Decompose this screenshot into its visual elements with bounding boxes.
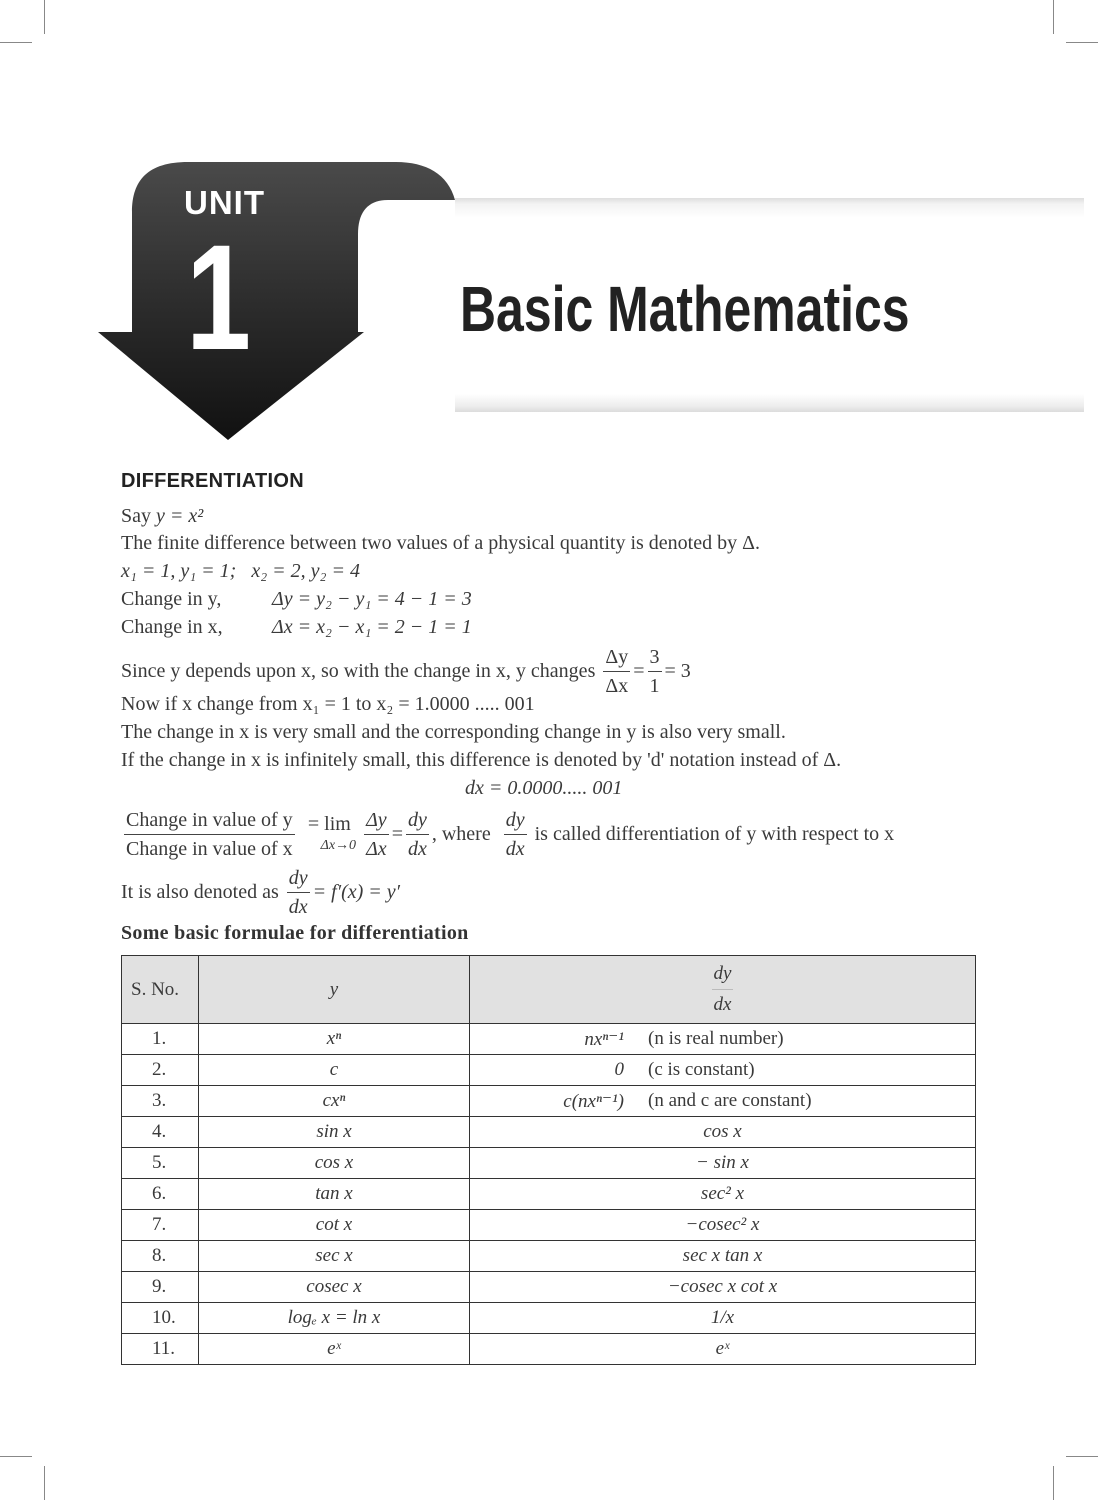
- header-dx: dx: [713, 994, 732, 1015]
- change-x-label: Change in x,: [121, 616, 223, 638]
- cell-sno: 11.: [122, 1334, 199, 1365]
- since-line: [121, 643, 691, 700]
- cell-y: tan x: [199, 1179, 470, 1210]
- where-dy-dx-fraction: [504, 806, 527, 863]
- cell-sno: 9.: [122, 1272, 199, 1303]
- table-row: [122, 1117, 976, 1148]
- table-row: [122, 1334, 976, 1365]
- cell-derivative: eˣ: [470, 1334, 976, 1365]
- denoted-dy: dy: [287, 864, 310, 893]
- table-row: [122, 1148, 976, 1179]
- denoted-fraction: [287, 864, 310, 921]
- cell-y: sec x: [199, 1241, 470, 1272]
- derivative-value: c(nxⁿ⁻¹): [563, 1090, 624, 1112]
- table-row: [122, 1241, 976, 1272]
- cell-derivative: [470, 1086, 976, 1117]
- formulae-heading: Some basic formulae for differentiation: [121, 922, 469, 944]
- denoted-dx: dx: [288, 896, 308, 918]
- denoted-line: [121, 864, 400, 921]
- def-dx: dx: [407, 838, 427, 860]
- ratio-fraction: [124, 806, 295, 863]
- since-result: = 3: [664, 660, 691, 682]
- ratio-den: Change in value of x: [126, 838, 293, 860]
- cell-derivative: −cosec x cot x: [470, 1272, 976, 1303]
- lim-label: = lim: [307, 812, 351, 835]
- since-frac1-den: Δx: [605, 675, 629, 697]
- lim-frac-num: Δy: [364, 806, 389, 835]
- crop-mark-tr-h: [1066, 42, 1098, 43]
- say-math: y = x²: [156, 505, 204, 527]
- unit-label: UNIT: [184, 184, 265, 221]
- cell-y: logₑ x = ln x: [199, 1303, 470, 1334]
- derivative-value: 0: [614, 1059, 624, 1080]
- derivative-note: (c is constant): [648, 1059, 755, 1080]
- lim-block: [303, 813, 356, 857]
- formulae-table: [121, 955, 976, 1365]
- cell-derivative: [470, 1055, 976, 1086]
- table-row: [122, 1179, 976, 1210]
- cell-sno: 5.: [122, 1148, 199, 1179]
- cell-y: eˣ: [199, 1334, 470, 1365]
- cell-derivative: [470, 1024, 976, 1055]
- table-row: [122, 1024, 976, 1055]
- header-dy: dy: [712, 959, 734, 990]
- def-dy: dy: [406, 806, 429, 835]
- crop-mark-br-v: [1053, 1466, 1054, 1500]
- derivative-wrap: [470, 1028, 975, 1051]
- cell-sno: 4.: [122, 1117, 199, 1148]
- cell-y: cos x: [199, 1148, 470, 1179]
- cell-y: xⁿ: [199, 1024, 470, 1055]
- change-y-math: Δy = y₂ − y₁ = 4 − 1 = 3: [272, 588, 472, 610]
- crop-mark-tl-v: [44, 0, 45, 34]
- values-line: x₁ = 1, y₁ = 1; x₂ = 2, y₂ = 4: [121, 560, 360, 582]
- lim-frac-den: Δx: [366, 838, 387, 860]
- infinite-change-line: If the change in x is infinitely small, this difference is denoted by 'd' notation instead of Δ.: [121, 749, 842, 771]
- cell-derivative: − sin x: [470, 1148, 976, 1179]
- small-change-line: The change in x is very small and the corresponding change in y is also very small.: [121, 721, 786, 743]
- now-line: Now if x change from x₁ = 1 to x₂ = 1.0000 ..... 001: [121, 693, 535, 715]
- cell-sno: 3.: [122, 1086, 199, 1117]
- say-line: [121, 505, 203, 528]
- cell-y: cot x: [199, 1210, 470, 1241]
- def-eq: =: [391, 823, 403, 845]
- def-dy-dx-fraction: [406, 806, 429, 863]
- change-y-label: Change in y,: [121, 588, 222, 610]
- crop-mark-bl-h: [0, 1456, 32, 1457]
- change-y-line: [121, 588, 472, 611]
- cell-sno: 2.: [122, 1055, 199, 1086]
- unit-arrow-icon: [96, 160, 466, 442]
- cell-sno: 8.: [122, 1241, 199, 1272]
- denoted-math: = f′(x) = y′: [312, 881, 401, 903]
- since-text: Since y depends upon x, so with the change in x, y changes: [121, 660, 596, 682]
- lim-subscript: Δx→0: [320, 837, 357, 853]
- table-header-row: [122, 956, 976, 1024]
- unit-number: 1: [186, 213, 252, 381]
- change-x-line: [121, 616, 472, 639]
- col-header-sno: S. No.: [122, 956, 199, 1024]
- cell-derivative: sec x tan x: [470, 1241, 976, 1272]
- header-dy-dx-fraction: [712, 959, 734, 1020]
- derivative-wrap: [470, 1090, 975, 1113]
- lim-fraction: [364, 806, 389, 863]
- cell-y: c: [199, 1055, 470, 1086]
- denoted-text: It is also denoted as: [121, 881, 279, 903]
- derivative-note: (n and c are constant): [648, 1090, 812, 1111]
- since-eq: =: [633, 660, 645, 682]
- since-frac2-num: 3: [648, 643, 662, 672]
- section-heading: DIFFERENTIATION: [121, 470, 305, 492]
- since-fraction-3-1: [648, 643, 662, 700]
- table-row: [122, 1303, 976, 1334]
- since-frac1-num: Δy: [603, 643, 630, 672]
- crop-mark-tl-h: [0, 42, 32, 43]
- crop-mark-br-h: [1066, 1456, 1098, 1457]
- cell-y: cxⁿ: [199, 1086, 470, 1117]
- finite-difference-line: The finite difference between two values of a physical quantity is denoted by Δ.: [121, 532, 760, 554]
- since-frac2-den: 1: [649, 675, 660, 697]
- cell-derivative: −cosec² x: [470, 1210, 976, 1241]
- where-text: , where: [431, 823, 491, 845]
- where-dx: dx: [505, 838, 525, 860]
- chapter-title: Basic Mathematics: [460, 273, 910, 345]
- derivative-definition-line: [124, 806, 894, 863]
- ratio-num: Change in value of y: [124, 806, 295, 835]
- since-fraction-dy-dx: [603, 643, 630, 700]
- cell-derivative: sec² x: [470, 1179, 976, 1210]
- col-header-y: y: [199, 956, 470, 1024]
- col-header-derivative: [470, 956, 976, 1024]
- called-text: is called differentiation of y with respect to x: [534, 823, 895, 845]
- cell-derivative: cos x: [470, 1117, 976, 1148]
- table-row: [122, 1086, 976, 1117]
- table-row: [122, 1210, 976, 1241]
- table-row: [122, 1055, 976, 1086]
- cell-derivative: 1/x: [470, 1303, 976, 1334]
- table-row: [122, 1272, 976, 1303]
- derivative-value: nxⁿ⁻¹: [584, 1028, 624, 1050]
- cell-sno: 1.: [122, 1024, 199, 1055]
- cell-sno: 6.: [122, 1179, 199, 1210]
- derivative-wrap: [470, 1059, 975, 1081]
- cell-sno: 10.: [122, 1303, 199, 1334]
- cell-sno: 7.: [122, 1210, 199, 1241]
- cell-y: cosec x: [199, 1272, 470, 1303]
- crop-mark-tr-v: [1053, 0, 1054, 34]
- dx-line: dx = 0.0000..... 001: [465, 777, 623, 799]
- derivative-note: (n is real number): [648, 1028, 784, 1049]
- change-x-math: Δx = x₂ − x₁ = 2 − 1 = 1: [272, 616, 472, 638]
- cell-y: sin x: [199, 1117, 470, 1148]
- crop-mark-bl-v: [44, 1466, 45, 1500]
- say-label: Say: [121, 505, 151, 527]
- where-dy: dy: [504, 806, 527, 835]
